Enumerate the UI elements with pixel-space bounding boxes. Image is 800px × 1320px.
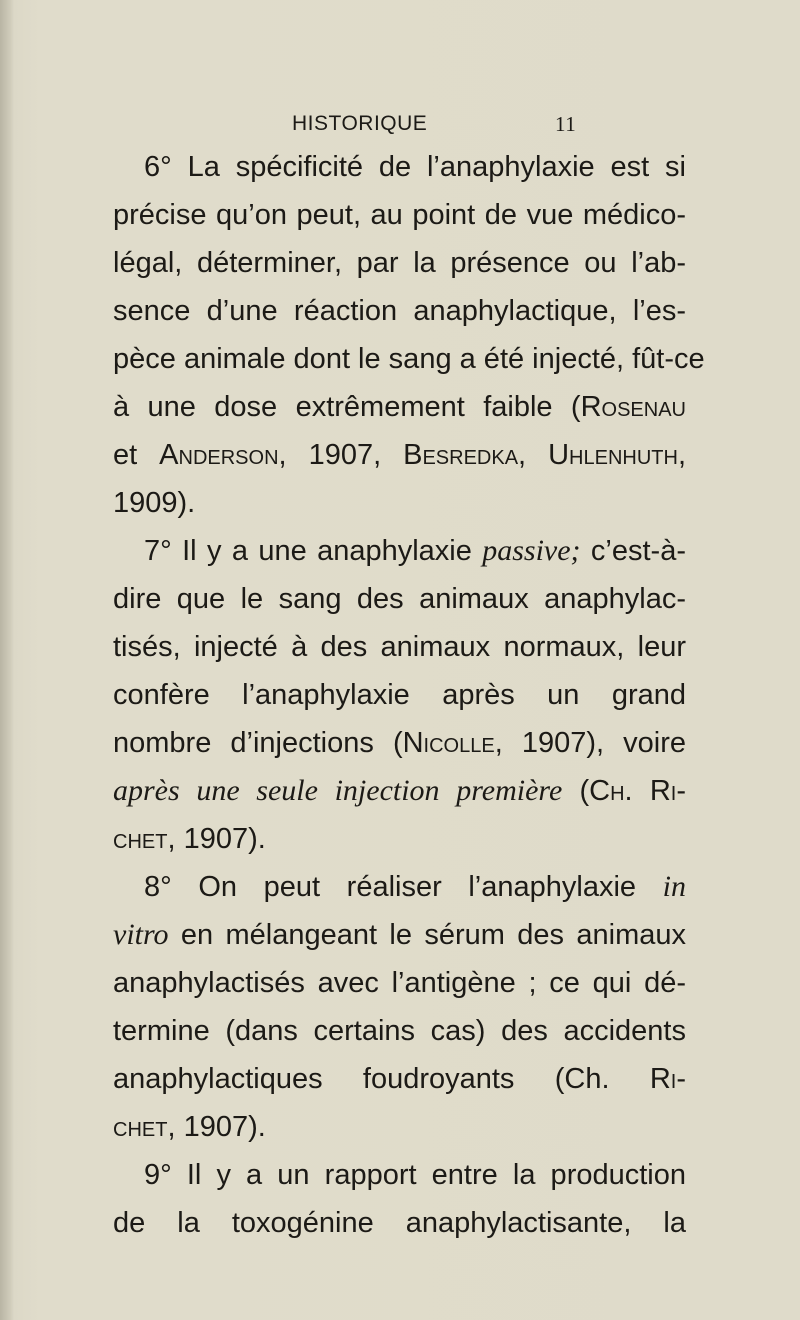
text-line: après une seule injection première (Ch. Ri- bbox=[113, 774, 686, 807]
text-line: confère l’anaphylaxie après un grand bbox=[113, 679, 686, 711]
text-line: vitro en mélangeant le sérum des animaux bbox=[113, 918, 686, 951]
text-line: pèce animale dont le sang a été injecté, fût-ce bbox=[113, 343, 705, 375]
text-line: anaphylactiques foudroyants (Ch. Ri- bbox=[113, 1063, 686, 1095]
text-line: légal, déterminer, par la présence ou l’ab- bbox=[113, 247, 686, 279]
text-line: tisés, injecté à des animaux normaux, leur bbox=[113, 631, 686, 663]
author-name: Besredka bbox=[403, 439, 519, 471]
page-binding-edge bbox=[0, 0, 14, 1320]
text-line: termine (dans certains cas) des accidents bbox=[113, 1015, 686, 1047]
text-line: anaphylactisés avec l’antigène ; ce qui dé- bbox=[113, 967, 686, 999]
text-line: chet, 1907). bbox=[113, 823, 266, 855]
author-name: Uhlenhuth bbox=[548, 439, 678, 471]
text-line: sence d’une réaction anaphylactique, l’es- bbox=[113, 295, 686, 327]
italic-term: passive; bbox=[482, 534, 581, 567]
author-name: Ri- bbox=[649, 1063, 686, 1095]
italic-term: vitro bbox=[113, 918, 169, 951]
author-name: chet bbox=[113, 823, 168, 855]
text-line: 8° On peut réaliser l’anaphylaxie in bbox=[144, 870, 686, 903]
author-name: Ch. Ri- bbox=[589, 775, 686, 807]
text-line: chet, 1907). bbox=[113, 1111, 266, 1143]
page-number: 11 bbox=[555, 112, 577, 136]
author-name: Anderson bbox=[159, 439, 279, 471]
text-line: précise qu’on peut, au point de vue médico- bbox=[113, 199, 686, 231]
body-text bbox=[113, 143, 705, 1247]
text-line: 7° Il y a une anaphylaxie passive; c’est-à- bbox=[144, 534, 686, 567]
italic-term: in bbox=[662, 870, 686, 903]
italic-phrase: après une seule injection première bbox=[113, 774, 563, 807]
text-line: nombre d’injections (Nicolle, 1907), voire bbox=[113, 727, 686, 759]
running-head: HISTORIQUE bbox=[292, 112, 428, 135]
text-line: 1909). bbox=[113, 487, 196, 519]
text-line: dire que le sang des animaux anaphylac- bbox=[113, 583, 686, 615]
text-line: à une dose extrêmement faible (Rosenau bbox=[113, 391, 686, 423]
text-line: 9° Il y a un rapport entre la production bbox=[144, 1159, 686, 1191]
author-name: Nicolle bbox=[402, 727, 495, 759]
text-line: et Anderson, 1907, Besredka, Uhlenhuth, bbox=[113, 439, 686, 471]
page-header bbox=[0, 112, 800, 142]
text-line: de la toxogénine anaphylactisante, la bbox=[113, 1207, 686, 1239]
text-line: 6° La spécificité de l’anaphylaxie est si bbox=[144, 151, 686, 183]
author-name: chet bbox=[113, 1111, 168, 1143]
author-name: Rosenau bbox=[580, 391, 686, 423]
